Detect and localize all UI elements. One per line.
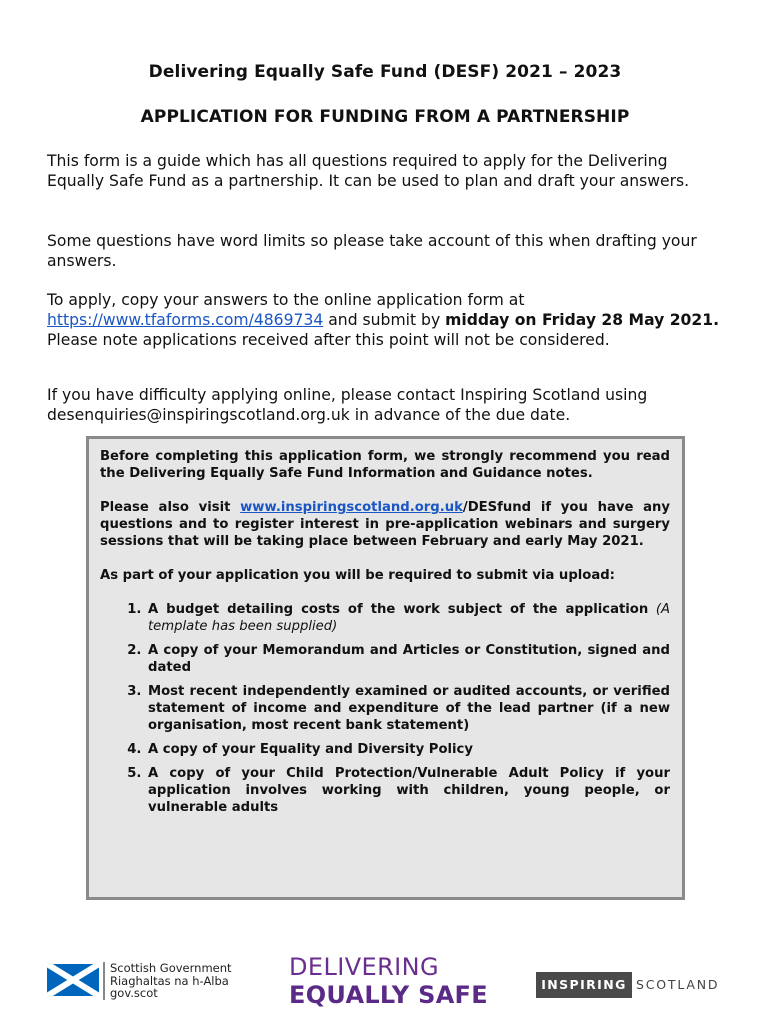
notice-paragraph-1: Before completing this application form, we strongly recommend you read the Delivering Equally Safe Fund Information and Guidance notes.	[100, 449, 670, 481]
notice-box	[86, 436, 685, 900]
list-item	[146, 741, 670, 758]
list-item	[146, 642, 670, 676]
apply-text: To apply, copy your answers to the online application form at	[47, 291, 525, 309]
list-item	[146, 765, 670, 816]
notice-paragraph-2	[100, 499, 670, 550]
gov-logo-text	[110, 962, 232, 1000]
logo-divider	[103, 962, 105, 1000]
list-item-note: (A template has been supplied)	[148, 602, 670, 634]
visit-text: Please also visit	[100, 500, 241, 515]
delivering-equally-safe-logo	[289, 954, 499, 1012]
list-item-text: A copy of your Memorandum and Articles or Constitution, signed and dated	[148, 643, 670, 675]
list-item-text: Most recent independently examined or audited accounts, or verified statement of income and expenditure of the lead partner (if a new organisation, most recent bank statement)	[148, 684, 670, 733]
intro-paragraph-1: This form is a guide which has all questions required to apply for the Delivering Equally Safe Fund as a partnership. It can be used to plan and draft your answers.	[47, 152, 690, 190]
gov-line-2: Riaghaltas na h-Alba	[110, 973, 229, 988]
deadline-text: midday on Friday 28 May 2021.	[445, 311, 720, 329]
inspiring-scotland-link[interactable]: www.inspiringscotland.org.uk	[240, 500, 463, 515]
notice-paragraph-3: As part of your application you will be required to submit via upload:	[100, 568, 615, 583]
document-subtitle: APPLICATION FOR FUNDING FROM A PARTNERSHIP	[140, 107, 630, 127]
intro-paragraph-4: If you have difficulty applying online, please contact Inspiring Scotland using desenquiries@inspiringscotland.org.uk in advance of the due date.	[47, 386, 648, 424]
list-item	[146, 601, 670, 635]
intro-paragraph-2: Some questions have word limits so please take account of this when drafting your answers.	[47, 232, 697, 270]
upload-requirements-list	[100, 601, 670, 816]
is-logo-right: SCOTLAND	[636, 977, 720, 992]
desf-logo-line-1: DELIVERING	[289, 953, 439, 981]
scottish-government-logo	[47, 962, 247, 1002]
saltire-flag-icon	[47, 964, 99, 996]
footer-logos	[0, 948, 770, 1024]
list-item-text: A copy of your Equality and Diversity Policy	[148, 742, 473, 757]
submit-text: and submit by	[323, 311, 446, 329]
list-item-text: A budget detailing costs of the work subject of the application	[148, 602, 649, 617]
is-logo-left: INSPIRING	[536, 972, 632, 998]
application-form-link[interactable]: https://www.tfaforms.com/4869734	[47, 311, 324, 329]
list-item	[146, 683, 670, 734]
document-title: Delivering Equally Safe Fund (DESF) 2021 – 2023	[148, 62, 622, 82]
list-item-text: A copy of your Child Protection/Vulnerable Adult Policy if your application involves working with children, young people, or vulnerable adults	[148, 766, 670, 815]
desfund-text: /DESfund if you have any questions and to register interest in pre-application webinars and surgery sessions that will be taking place between February and early May 2021.	[100, 500, 671, 549]
deadline-note: Please note applications received after this point will not be considered.	[47, 331, 610, 349]
gov-line-1: Scottish Government	[110, 961, 232, 975]
gov-line-3: gov.scot	[110, 986, 158, 1000]
desf-logo-line-2: EQUALLY SAFE	[289, 981, 488, 1009]
intro-paragraph-3	[47, 290, 727, 350]
